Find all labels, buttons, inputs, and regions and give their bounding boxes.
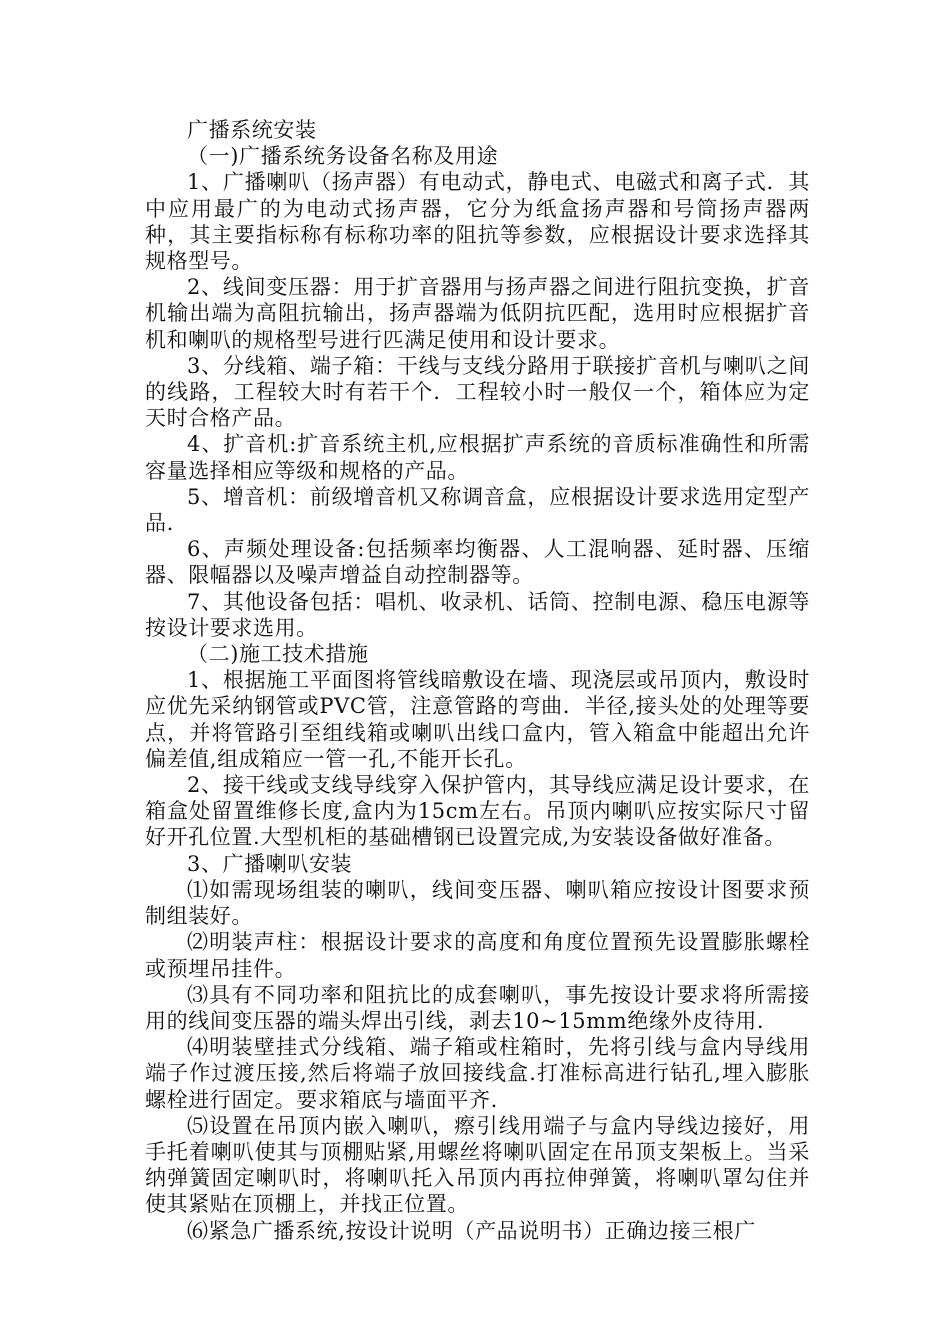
paragraph-wiring: 2、接干线或支线导线穿入保护管内，其导线应满足设计要求，在箱盒处留置维修长度,盒内为15cm左右。吊顶内喇叭应按实际尺寸留好开孔位置.大型机柜的基础槽钢已设置完成,为安装设备做好准备。 bbox=[145, 773, 810, 850]
subitem-speaker-sets: ⑶具有不同功率和阻抗比的成套喇叭，事先按设计要求将所需接用的线间变压器的端头焊出引线，剥去10~15mm绝缘外皮待用. bbox=[145, 982, 810, 1033]
section-heading-construction: （二)施工技术措施 bbox=[187, 642, 369, 667]
paragraph-booster: 5、增音机：前级增音机又称调音盒，应根据设计要求选用定型产品. bbox=[145, 484, 810, 536]
paragraph-conduit: 1、根据施工平面图将管线暗敷设在墙、现浇层或吊顶内，敷设时应优先采纳钢管或PVC管，注意管路的弯曲．半径,接头处的处理等要点，并将管路引至组线箱或喇叭出线口盒内，管入箱盒中能超出允许偏差值,组成箱应一管一孔,不能开长孔。 bbox=[145, 668, 810, 771]
subitem-wall-boxes: ⑷明装壁挂式分线箱、端子箱或柱箱时，先将引线与盒内导线用端子作过渡压接,然后将端子放回接线盒.打准标高进行钻孔,埋入膨胀螺栓进行固定。要求箱底与墙面平齐. bbox=[145, 1035, 810, 1112]
subitem-on-site-assembly: ⑴如需现场组装的喇叭，线间变压器、喇叭箱应按设计图要求预制组装好。 bbox=[145, 877, 810, 929]
paragraph-line-transformer: 2、线间变压器：用于扩音器用与扬声器之间进行阻抗变换，扩音机输出端为高阻抗输出，扬声器端为低阴抗匹配，选用时应根据扩音机和喇叭的规格型号进行匹满足使用和设计要求。 bbox=[145, 275, 810, 352]
section-heading-equipment: （一)广播系统务设备名称及用途 bbox=[187, 144, 499, 169]
paragraph-other-equipment: 7、其他设备包括：唱机、收录机、话筒、控制电源、稳压电源等按设计要求选用。 bbox=[145, 589, 810, 640]
document-body bbox=[145, 117, 810, 1244]
subitem-column-speaker: ⑵明装声柱：根据设计要求的高度和角度位置预先设置膨胀螺栓或预埋吊挂件。 bbox=[145, 930, 810, 981]
paragraph-speakers: 1、广播喇叭（扬声器）有电动式，静电式、电磁式和离子式．其中应用最广的为电动式扬声器，它分为纸盒扬声器和号筒扬声器两种，其主要指标称有标称功率的阻抗等参数，应根据设计要求选择其规格型号。 bbox=[145, 170, 810, 274]
subitem-emergency-broadcast: ⑹紧急广播系统,按设计说明（产品说明书）正确边接三根广 bbox=[187, 1218, 756, 1243]
paragraph-amplifier: 4、扩音机:扩音系统主机,应根据扩声系统的音质标准确性和所需容量选择相应等级和规格的产品。 bbox=[145, 432, 810, 483]
document-title: 广播系统安装 bbox=[187, 118, 317, 142]
paragraph-speaker-installation: 3、广播喇叭安装 bbox=[187, 851, 353, 876]
paragraph-audio-processing: 6、声频处理设备:包括频率均衡器、人工混响器、延时器、压缩器、限幅器以及噪声增益自动控制器等。 bbox=[145, 537, 810, 588]
subitem-ceiling-speakers: ⑸设置在吊顶内嵌入喇叭，瘵引线用端子与盒内导线边接好，用手托着喇叭使其与顶棚贴紧,用螺丝将喇叭固定在吊顶支架板上。当采纳弹簧固定喇叭时，将喇叭托入吊顶内再拉伸弹簧，将喇叭罩勾住并使其紧贴在顶棚上，并找正位置。 bbox=[145, 1113, 810, 1217]
paragraph-junction-box: 3、分线箱、端子箱：干线与支线分路用于联接扩音机与喇叭之间的线路，工程较大时有若干个．工程较小时一般仅一个，箱体应为定天时合格产品。 bbox=[145, 353, 810, 431]
